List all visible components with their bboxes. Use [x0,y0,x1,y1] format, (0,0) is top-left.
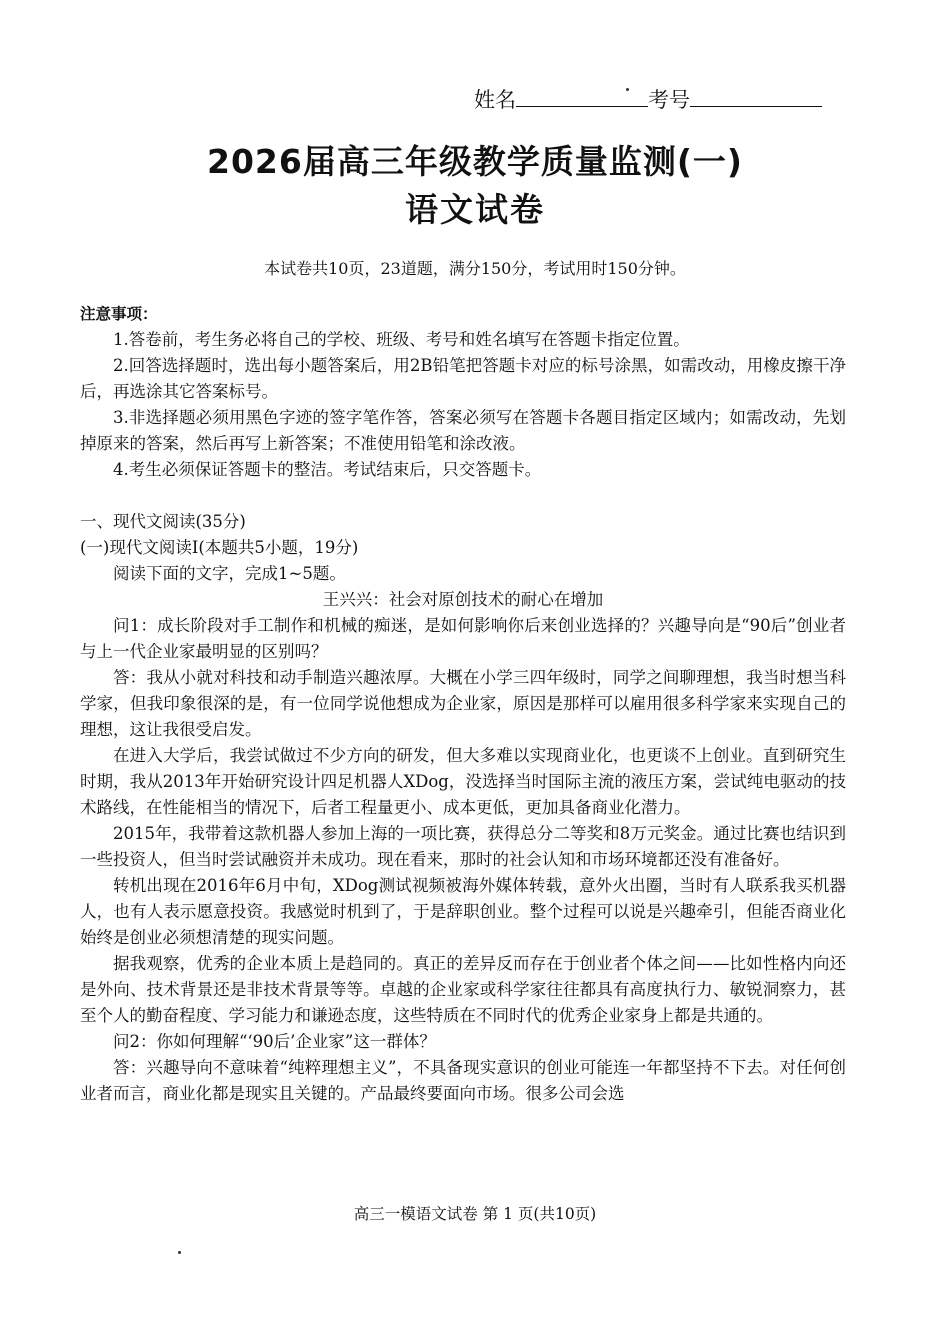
article-paragraph: 答：兴趣导向不意味着“纯粹理想主义”，不具备现实意识的创业可能连一年都坚持不下去。对任何创业者而言，商业化都是现实且关键的。产品最终要面向市场。很多公司会选 [80,1058,846,1103]
scan-speck [178,1251,181,1254]
name-label: 姓名 [474,88,516,112]
id-blank[interactable] [690,86,822,107]
section-subtitle: (一)现代文阅读Ⅰ(本题共5小题，19分) [80,538,359,557]
notes-section [80,301,846,483]
section-instruction: 阅读下面的文字，完成1~5题。 [113,564,346,583]
reading-section [80,509,846,1107]
article-paragraph: 据我观察，优秀的企业本质上是趋同的。真正的差异反而存在于创业者个体之间——比如性格内向还是外向、技术背景还是非技术背景等等。卓越的企业家或科学家往往都具有高度执行力、敏锐洞察力，甚至个人的勤奋程度、学习能力和谦逊态度，这些特质在不同时代的优秀企业家身上都是共通的。 [80,954,846,1025]
article-paragraph: 问1：成长阶段对手工制作和机械的痴迷，是如何影响你后来创业选择的？兴趣导向是“90后”创业者与上一代企业家最明显的区别吗？ [80,616,846,661]
scan-speck [626,88,629,91]
notes-heading: 注意事项： [80,305,158,323]
note-item: 4.考生必须保证答题卡的整洁。考试结束后，只交答题卡。 [113,460,542,479]
section-title: 一、现代文阅读(35分) [80,512,246,531]
article-paragraph: 问2：你如何理解“‘90后’企业家”这一群体？ [113,1032,436,1051]
note-item: 3.非选择题必须用黑色字迹的签字笔作答，答案必须写在答题卡各题目指定区域内；如需改动，先划掉原来的答案，然后再写上新答案；不准使用铅笔和涂改液。 [80,408,846,453]
exam-title: 2026届高三年级教学质量监测(一) [206,142,743,181]
article-title: 王兴兴：社会对原创技术的耐心在增加 [322,590,604,609]
id-label: 考号 [648,88,690,112]
note-item: 2.回答选择题时，选出每小题答案后，用2B铅笔把答题卡对应的标号涂黑，如需改动，用橡皮擦干净后，再选涂其它答案标号。 [80,356,846,401]
article-paragraph: 2015年，我带着这款机器人参加上海的一项比赛，获得总分二等奖和8万元奖金。通过比赛也结识到一些投资人，但当时尝试融资并未成功。现在看来，那时的社会认知和市场环境都还没有准备好。 [80,824,846,869]
article-paragraph: 转机出现在2016年6月中旬，XDog测试视频被海外媒体转载，意外火出圈，当时有人联系我买机器人，也有人表示愿意投资。我感觉时机到了，于是辞职创业。整个过程可以说是兴趣牵引，但能否商业化始终是创业必须想清楚的现实问题。 [80,876,846,947]
page-footer: 高三一模语文试卷 第 1 页(共10页) [353,1205,597,1223]
name-id-line [474,84,822,114]
exam-info: 本试卷共10页，23道题，满分150分，考试用时150分钟。 [264,259,686,278]
article-paragraph: 在进入大学后，我尝试做过不少方向的研发，但大多难以实现商业化，也更谈不上创业。直到研究生时期，我从2013年开始研究设计四足机器人XDog，没选择当时国际主流的液压方案，尝试纯电驱动的技术路线，在性能相当的情况下，后者工程量更小、成本更低，更加具备商业化潜力。 [80,746,846,817]
note-item: 1.答卷前，考生务必将自己的学校、班级、考号和姓名填写在答题卡指定位置。 [113,330,690,349]
exam-subject: 语文试卷 [405,190,545,229]
article-paragraph: 答：我从小就对科技和动手制造兴趣浓厚。大概在小学三四年级时，同学之间聊理想，我当时想当科学家，但我印象很深的是，有一位同学说他想成为企业家，原因是那样可以雇用很多科学家来实现自己的理想，这让我很受启发。 [80,668,846,739]
